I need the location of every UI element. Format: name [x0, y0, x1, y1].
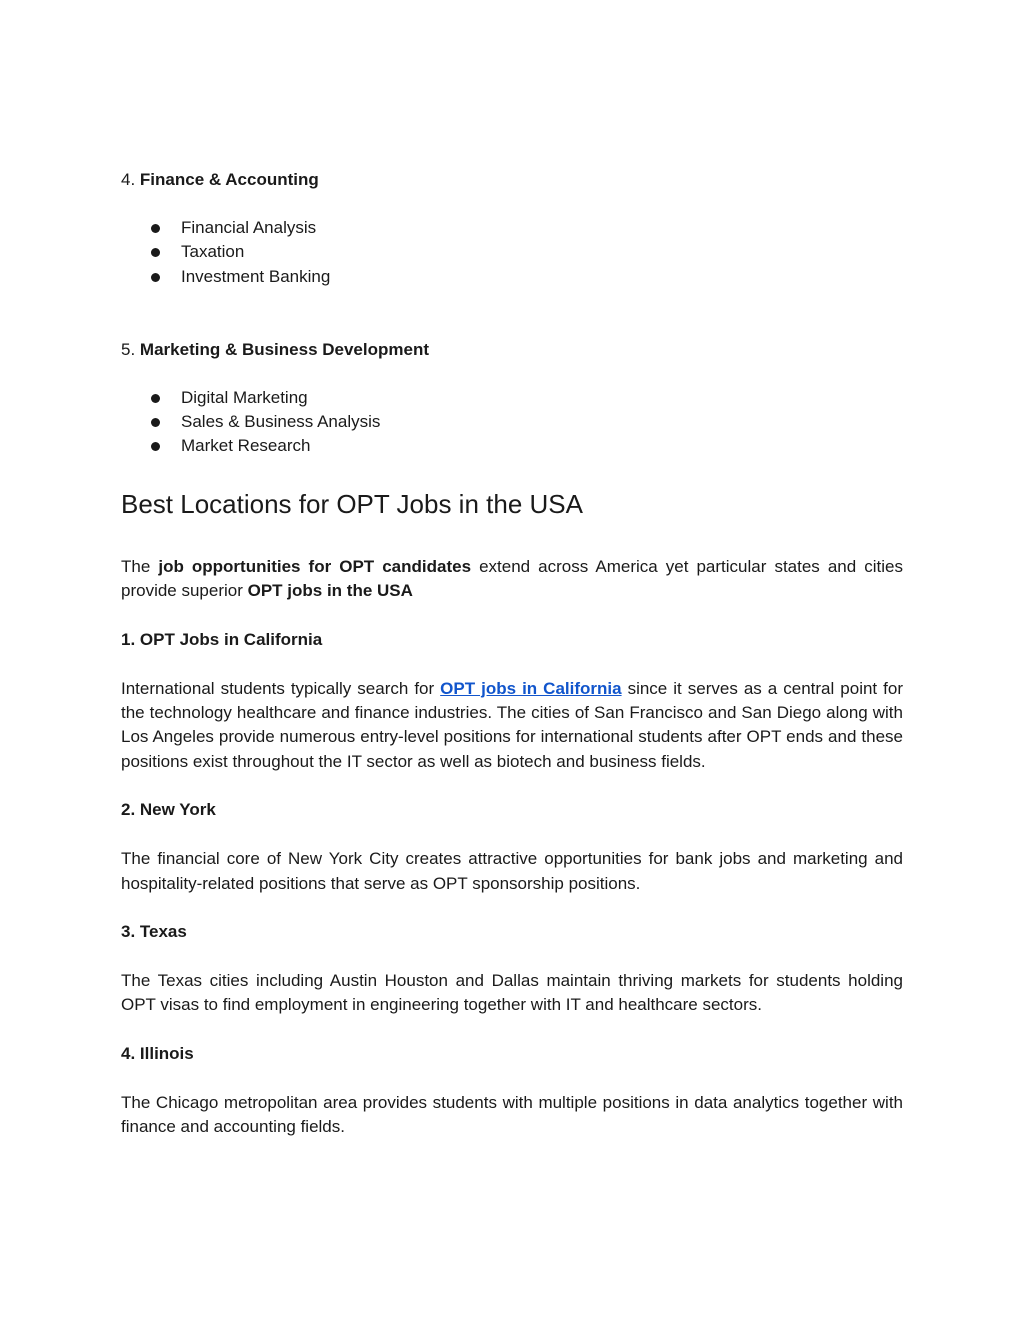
section-title: Marketing & Business Development: [139, 339, 429, 359]
section-title: Finance & Accounting: [139, 170, 319, 189]
location-text-texas: The Texas cities including Austin Houston and Dallas maintain thriving markets for students holding OPT visas to find employment in engineering together with IT and healthcare sectors.: [121, 971, 903, 1015]
list-item-label: Taxation: [181, 242, 245, 262]
list-item: [121, 410, 903, 434]
intro-bold: OPT jobs in the USA: [247, 581, 413, 601]
finance-list: [121, 216, 903, 289]
intro-text: extend across America yet particular states and cities provide superior: [121, 556, 903, 601]
location-text: since it serves as a central point for the technology healthcare and finance industries. The cities of San Francisco and San Diego along with Los Angeles provide numerous entry-level positions for international students after OPT ends and these positions exist throughout the IT sector as well as biotech and business fields.: [121, 678, 903, 771]
list-item-label: Market Research: [181, 436, 311, 456]
location-title-new-york: 2. New York: [121, 800, 216, 820]
list-item: [121, 434, 903, 458]
list-item-label: Digital Marketing: [181, 387, 308, 407]
section-number: 4.: [121, 170, 136, 189]
locations-heading: Best Locations for OPT Jobs in the USA: [121, 488, 583, 519]
document-page: [121, 168, 903, 1140]
bullet-icon: [151, 394, 160, 403]
location-text-new-york: The financial core of New York City creates attractive opportunities for bank jobs and marketing and hospitality-related positions that serve as OPT sponsorship positions.: [121, 849, 903, 893]
bullet-icon: [151, 418, 160, 427]
list-item-label: Investment Banking: [181, 266, 331, 286]
list-item: [121, 240, 903, 264]
section-heading-finance: [121, 168, 903, 192]
section-heading-marketing: [121, 338, 903, 362]
intro-text: The: [121, 556, 159, 576]
list-item: [121, 216, 903, 240]
bullet-icon: [151, 442, 160, 451]
location-text-illinois: The Chicago metropolitan area provides students with multiple positions in data analytics together with finance and accounting fields.: [121, 1092, 903, 1137]
bullet-icon: [151, 248, 160, 257]
list-item: [121, 386, 903, 410]
list-item: [121, 265, 903, 289]
bullet-icon: [151, 273, 160, 282]
marketing-list: [121, 386, 903, 459]
intro-bold: job opportunities for OPT candidates: [158, 556, 472, 576]
bullet-icon: [151, 224, 160, 233]
intro-paragraph: [121, 555, 903, 604]
location-title-texas: 3. Texas: [121, 922, 187, 942]
list-item-label: Financial Analysis: [181, 218, 317, 237]
location-text-california: [121, 677, 903, 775]
opt-jobs-california-link[interactable]: OPT jobs in California: [440, 678, 622, 698]
location-title-illinois: 4. Illinois: [121, 1043, 194, 1063]
section-number: 5.: [121, 339, 136, 359]
location-title-california: 1. OPT Jobs in California: [121, 629, 323, 649]
location-text: International students typically search for: [121, 678, 441, 698]
list-item-label: Sales & Business Analysis: [181, 412, 381, 432]
